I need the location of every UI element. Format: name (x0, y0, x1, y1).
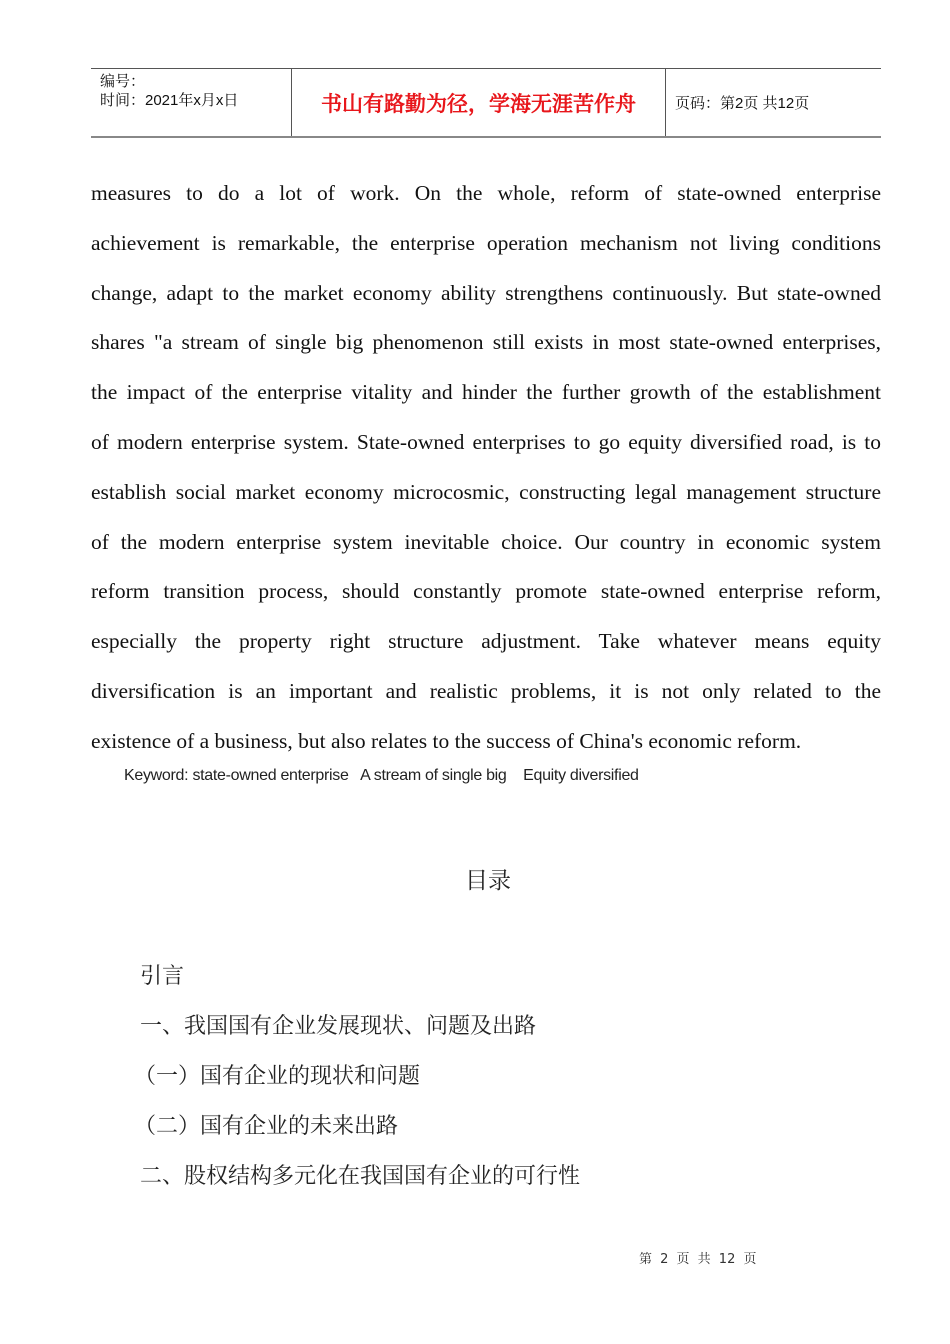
body-line: diversification is an important and realistic problems, it is not only related to the (91, 678, 881, 703)
body-line: especially the property right structure adjustment. Take whatever means equity (91, 629, 881, 654)
keywords: Keyword: state-owned enterprise A stream of single big Equity diversified (124, 767, 639, 784)
header-page-info: 页码：第2页 共12页 (675, 95, 810, 112)
body-line: of the modern enterprise system inevitable choice. Our country in economic system (91, 529, 881, 554)
toc-item[interactable]: 引言 (140, 964, 185, 989)
header-motto: 书山有路勤为径，学海无涯苦作舟 (292, 69, 666, 136)
table-of-contents (134, 961, 581, 1211)
toc-item[interactable]: （二）国有企业的未来出路 (134, 1114, 399, 1139)
body-line: shares "a stream of single big phenomenon still exists in most state-owned enterprises, (91, 330, 881, 355)
body-line: the impact of the enterprise vitality and hinder the further growth of the establishment (91, 380, 881, 405)
body-line: change, adapt to the market economy ability strengthens continuously. But state-owned (91, 280, 881, 305)
date-label: 时间：2021年x月x日 (100, 92, 239, 109)
toc-item[interactable]: 二、股权结构多元化在我国国有企业的可行性 (140, 1164, 581, 1189)
body-line: measures to do a lot of work. On the whole, reform of state-owned enterprise (91, 181, 881, 205)
body-line: of modern enterprise system. State-owned enterprises to go equity diversified road, is to (91, 429, 881, 454)
toc-item[interactable]: 一、我国国有企业发展现状、问题及出路 (140, 1014, 537, 1039)
body-line: reform transition process, should constantly promote state-owned enterprise reform, (91, 579, 881, 604)
body-line: achievement is remarkable, the enterprise operation mechanism not living conditions (91, 230, 881, 255)
serial-label: 编号： (100, 73, 146, 90)
header-meta (91, 69, 292, 136)
body-line: establish social market economy microcosmic, constructing legal management structure (91, 479, 881, 504)
toc-item[interactable]: （一）国有企业的现状和问题 (134, 1064, 421, 1089)
toc-title: 目录 (465, 868, 511, 894)
page-footer: 第 2 页 共 12 页 (639, 1252, 757, 1267)
body-line: existence of a business, but also relates to the success of China's economic reform. (91, 728, 802, 753)
body-text (91, 176, 881, 774)
page-header (91, 68, 881, 138)
